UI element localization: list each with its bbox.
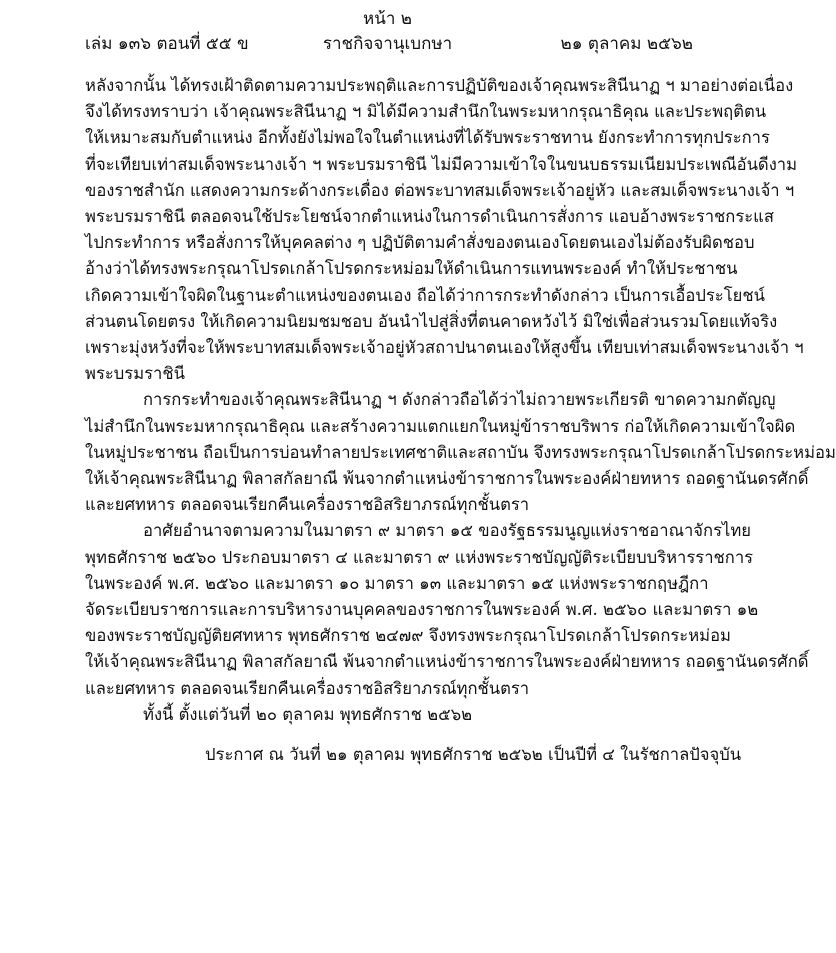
text-line: ของพระราชบัญญัติยศทหาร พุทธศักราช ๒๔๗๙ จึงทรงพระกรุณาโปรดเกล้าโปรดกระหม่อม [85, 626, 731, 646]
text-line: จัดระเบียบราชการและการบริหารงานบุคคลของราชการในพระองค์ พ.ศ. ๒๕๖๐ และมาตรา ๑๒ [85, 600, 759, 620]
text-line: การกระทำของเจ้าคุณพระสินีนาฏ ฯ ดังกล่าวถือได้ว่าไม่ถวายพระเกียรติ ขาดความกตัญญู [143, 390, 776, 410]
text-line: ของราชสำนัก แสดงความกระด้างกระเดื่อง ต่อพระบาทสมเด็จพระเจ้าอยู่หัว และสมเด็จพระนางเจ้า ฯ [85, 180, 795, 200]
text-line: ไม่สำนึกในพระมหากรุณาธิคุณ และสร้างความแตกแยกในหมู่ข้าราชบริพาร ก่อให้เกิดความเข้าใจผิด [85, 416, 796, 436]
text-line: หลังจากนั้น ได้ทรงเฝ้าติดตามความประพฤติและการปฏิบัติของเจ้าคุณพระสินีนาฏ ฯ มาอย่างต่อเนื่อง [85, 76, 794, 95]
text-line: พระบรมราชินี ตลอดจนใช้ประโยชน์จากตำแหน่งในการดำเนินการสั่งการ แอบอ้างพระราชกระแส [85, 207, 775, 227]
text-line: ให้เหมาะสมกับตำแหน่ง อีกทั้งยังไม่พอใจในตำแหน่งที่ได้รับพระราชทาน ยังกระทำการทุกประการ [85, 128, 770, 148]
text-line: พระบรมราชินี [85, 364, 185, 384]
text-line: และยศทหาร ตลอดจนเรียกคืนเครื่องราชอิสริยาภรณ์ทุกชั้นตรา [85, 495, 530, 515]
text-line: ส่วนตนโดยตรง ให้เกิดความนิยมชมชอบ อันนำไปสู่สิ่งที่ตนคาดหวังไว้ มิใช่เพื่อส่วนรวมโดยแท้จริง [85, 311, 778, 331]
paragraph [85, 518, 809, 701]
document-body [85, 73, 836, 728]
text-line: อ้างว่าได้ทรงพระกรุณาโปรดเกล้าโปรดกระหม่อมให้ดำเนินการแทนพระองค์ ทำให้ประชาชน [85, 259, 738, 279]
publication-name: ราชกิจจานุเบกษา [322, 34, 453, 54]
publication-date: ๒๑ ตุลาคม ๒๕๖๒ [560, 34, 693, 54]
text-line: ทั้งนี้ ตั้งแต่วันที่ ๒๐ ตุลาคม พุทธศักราช ๒๕๖๒ [143, 704, 473, 724]
page-number: หน้า ๒ [363, 9, 412, 29]
text-line: ให้เจ้าคุณพระสินีนาฏ พิลาสกัลยาณี พ้นจากตำแหน่งข้าราชการในพระองค์ฝ่ายทหาร ถอดฐานันดรศักดิ์ [85, 652, 809, 672]
paragraph [85, 702, 691, 728]
text-line: จึงได้ทรงทราบว่า เจ้าคุณพระสินีนาฏ ฯ มิได้มีความสำนึกในพระมหากรุณาธิคุณ และประพฤติตน [85, 102, 767, 122]
text-line: ที่จะเทียบเท่าสมเด็จพระนางเจ้า ฯ พระบรมราชินี ไม่มีความเข้าใจในขนบธรรมเนียมประเพณีอันดีงาม [85, 154, 798, 174]
text-line: ในพระองค์ พ.ศ. ๒๕๖๐ และมาตรา ๑๐ มาตรา ๑๓ และมาตรา ๑๕ แห่งพระราชกฤษฎีกา [85, 573, 709, 593]
text-line: เกิดความเข้าใจผิดในฐานะตำแหน่งของตนเอง ถือได้ว่าการกระทำดังกล่าว เป็นการเอื้อประโยชน์ [85, 285, 765, 305]
text-line: เพราะมุ่งหวังที่จะให้พระบาทสมเด็จพระเจ้าอยู่หัวสถาปนาตนเองให้สูงขึ้น เทียบเท่าสมเด็จพระนางเจ้า ฯ [85, 338, 804, 358]
text-line: อาศัยอำนาจตามความในมาตรา ๙ มาตรา ๑๕ ของรัฐธรรมนูญแห่งราชอาณาจักรไทย [143, 521, 751, 541]
volume-issue: เล่ม ๑๓๖ ตอนที่ ๕๕ ข [85, 34, 249, 54]
text-line: และยศทหาร ตลอดจนเรียกคืนเครื่องราชอิสริยาภรณ์ทุกชั้นตรา [85, 678, 530, 698]
text-line: ในหมู่ประชาชน ถือเป็นการบ่อนทำลายประเทศชาติและสถาบัน จึงทรงพระกรุณาโปรดเกล้าโปรดกระหม่อม [85, 442, 836, 462]
text-line: ให้เจ้าคุณพระสินีนาฏ พิลาสกัลยาณี พ้นจากตำแหน่งข้าราชการในพระองค์ฝ่ายทหาร ถอดฐานันดรศักดิ์ [85, 469, 809, 489]
paragraph [85, 387, 836, 518]
text-line: พุทธศักราช ๒๕๖๐ ประกอบมาตรา ๔ และมาตรา ๙ แห่งพระราชบัญญัติระเบียบบริหารราชการ [85, 547, 754, 567]
text-line: ไปกระทำการ หรือสั่งการให้บุคคลต่าง ๆ ปฏิบัติตามคำสั่งของตนเองโดยตนเองไม่ต้องรับผิดชอบ [85, 233, 755, 253]
paragraph [85, 73, 804, 387]
proclamation-line: ประกาศ ณ วันที่ ๒๑ ตุลาคม พุทธศักราช ๒๕๖๒ เป็นปีที่ ๔ ในรัชกาลปัจจุบัน [205, 745, 742, 764]
